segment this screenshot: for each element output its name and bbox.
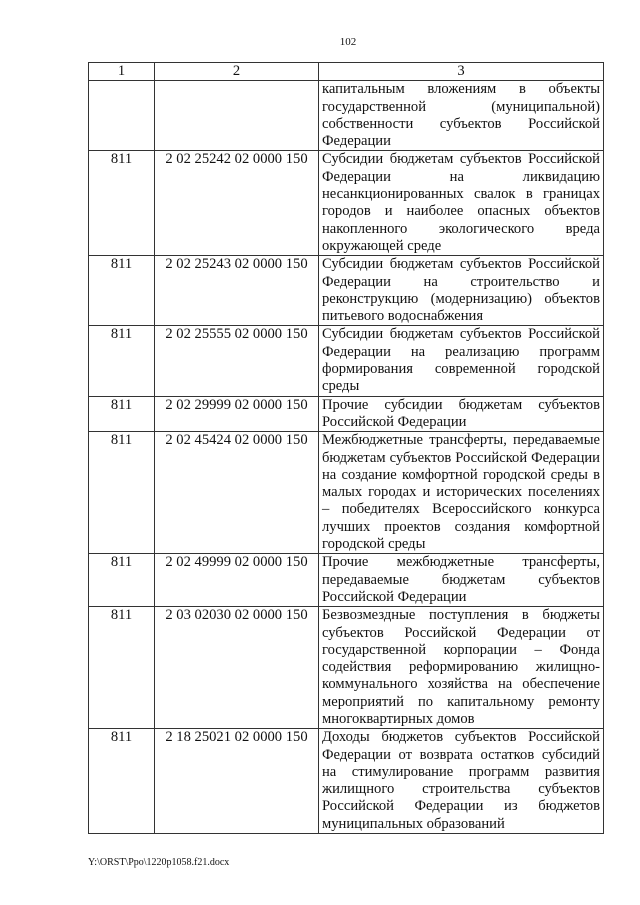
- admin-code-cell: 811: [89, 151, 155, 256]
- description-cell: Прочие субсидии бюджетам субъектов Российской Федерации: [319, 396, 604, 432]
- admin-code-cell: 811: [89, 554, 155, 607]
- table-row: [89, 729, 604, 834]
- table-row: [89, 554, 604, 607]
- admin-code-cell: 811: [89, 396, 155, 432]
- description-cell: Прочие межбюджетные трансферты, передаваемые бюджетам субъектов Российской Федерации: [319, 554, 604, 607]
- table-row: [89, 326, 604, 396]
- page-number: 102: [339, 36, 357, 48]
- description-cell: Межбюджетные трансферты, передаваемые бюджетам субъектов Российской Федерации на создание комфортной городской среды в малых городах и исторических поселениях – победителях Всероссийского конкурса лучших проектов создания комфортной городской среды: [319, 432, 604, 554]
- table-header-row: [89, 63, 604, 81]
- admin-code-cell: [89, 81, 155, 151]
- column-header-2: 2: [155, 63, 319, 81]
- revenue-codes-table: [88, 62, 604, 834]
- table-row: [89, 81, 604, 151]
- revenue-code-cell: 2 02 25555 02 0000 150: [155, 326, 319, 396]
- revenue-code-cell: 2 02 45424 02 0000 150: [155, 432, 319, 554]
- column-header-1: 1: [89, 63, 155, 81]
- admin-code-cell: 811: [89, 432, 155, 554]
- description-cell: Субсидии бюджетам субъектов Российской Федерации на строительство и реконструкцию (модернизацию) объектов питьевого водоснабжения: [319, 256, 604, 326]
- revenue-code-cell: 2 18 25021 02 0000 150: [155, 729, 319, 834]
- revenue-code-cell: 2 02 49999 02 0000 150: [155, 554, 319, 607]
- revenue-code-cell: 2 02 25242 02 0000 150: [155, 151, 319, 256]
- table-row: [89, 607, 604, 729]
- table-row: [89, 256, 604, 326]
- table-row: [89, 432, 604, 554]
- table-row: [89, 151, 604, 256]
- revenue-code-cell: [155, 81, 319, 151]
- description-cell: Доходы бюджетов субъектов Российской Федерации от возврата остатков субсидий на стимулирование программ развития жилищного строительства субъектов Российской Федерации из бюджетов муниципальных образований: [319, 729, 604, 834]
- admin-code-cell: 811: [89, 729, 155, 834]
- revenue-code-cell: 2 02 29999 02 0000 150: [155, 396, 319, 432]
- revenue-code-cell: 2 02 25243 02 0000 150: [155, 256, 319, 326]
- admin-code-cell: 811: [89, 326, 155, 396]
- description-cell: Безвозмездные поступления в бюджеты субъектов Российской Федерации от государственной корпорации – Фонда содействия реформированию жилищно-коммунального хозяйства на обеспечение мероприятий по капитальному ремонту многоквартирных домов: [319, 607, 604, 729]
- file-path-footer: Y:\ORST\Ppo\1220p1058.f21.docx: [88, 857, 230, 868]
- admin-code-cell: 811: [89, 607, 155, 729]
- description-cell: капитальным вложениям в объекты государственной (муниципальной) собственности субъектов Российской Федерации: [319, 81, 604, 151]
- description-cell: Субсидии бюджетам субъектов Российской Федерации на реализацию программ формирования современной городской среды: [319, 326, 604, 396]
- description-cell: Субсидии бюджетам субъектов Российской Федерации на ликвидацию несанкционированных свалок в границах городов и наиболее опасных объектов накопленного экологического вреда окружающей среде: [319, 151, 604, 256]
- revenue-code-cell: 2 03 02030 02 0000 150: [155, 607, 319, 729]
- table-row: [89, 396, 604, 432]
- admin-code-cell: 811: [89, 256, 155, 326]
- column-header-3: 3: [319, 63, 604, 81]
